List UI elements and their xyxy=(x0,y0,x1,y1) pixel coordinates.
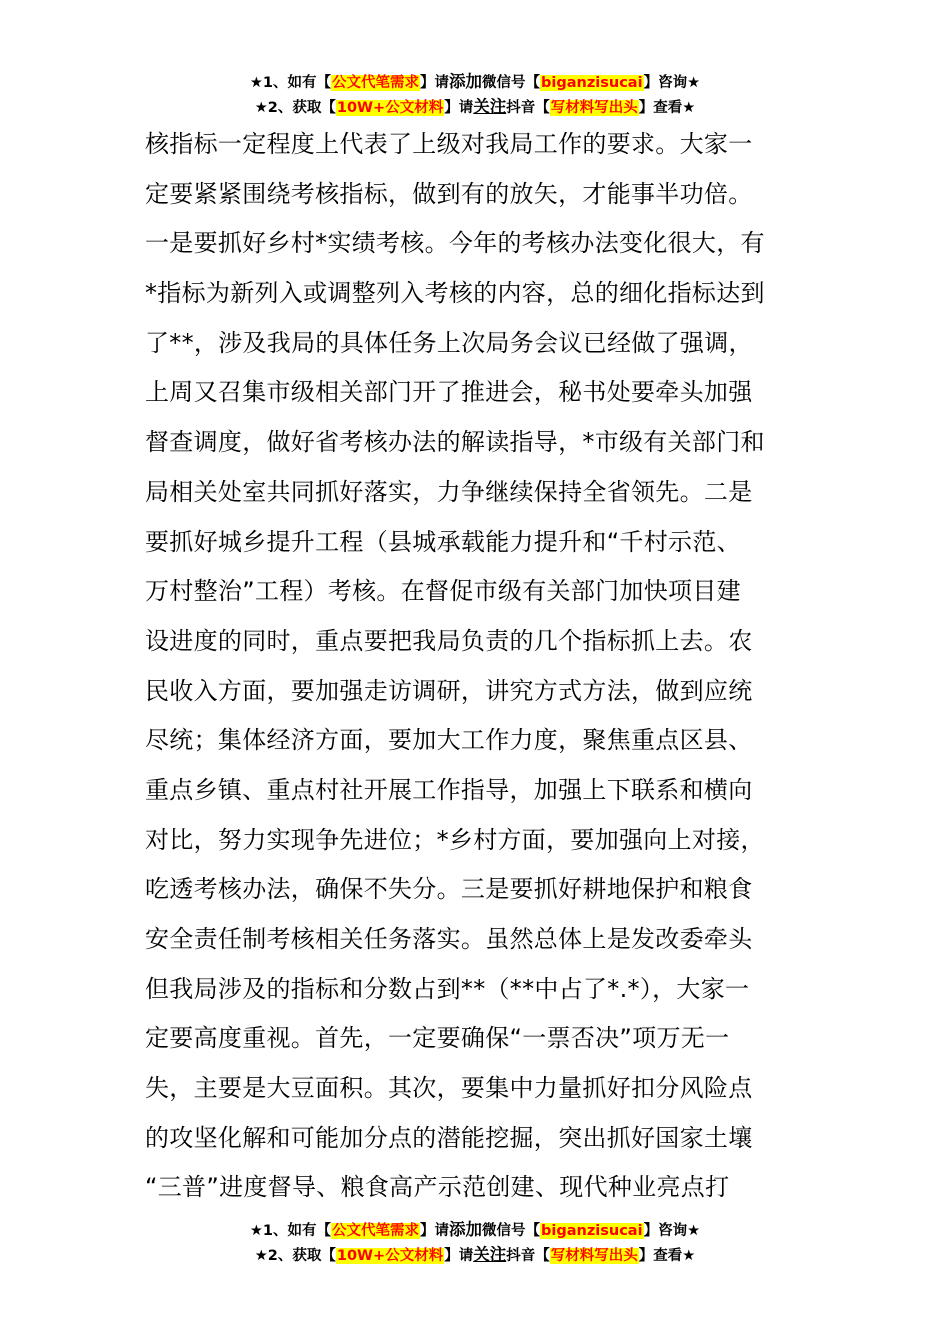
emphasis-text: 添加 xyxy=(449,1220,483,1239)
paragraph-line: 上周又召集市级相关部门开了推进会，秘书处要牵头加强 xyxy=(145,378,753,407)
banner-text: 】请 xyxy=(420,1223,450,1239)
banner-text: 抖音【 xyxy=(506,100,550,116)
emphasis-text: 关注 xyxy=(473,97,507,116)
document-body xyxy=(145,120,810,1213)
paragraph-line: 失，主要是大豆面积。其次，要集中力量抓好扣分风险点 xyxy=(145,1074,753,1103)
banner-text: ★2、获取【 xyxy=(254,100,336,116)
banner-text: 】咨询★ xyxy=(643,75,701,91)
paragraph-line: *指标为新列入或调整列入考核的内容，总的细化指标达到 xyxy=(145,279,765,308)
paragraph-line: 的攻坚化解和可能加分点的潜能挖掘，突出抓好国家土壤 xyxy=(145,1123,753,1152)
banner-text: 】查看★ xyxy=(638,1248,696,1264)
banner-line-1 xyxy=(0,70,950,95)
header-banner xyxy=(0,70,950,120)
highlight-text: 公文代笔需求 xyxy=(332,1223,420,1239)
banner-text: ★2、获取【 xyxy=(254,1248,336,1264)
paragraph-line: 局相关处室共同抓好落实，力争继续保持全省领先。二是 xyxy=(145,477,753,506)
banner-line-2 xyxy=(0,1243,950,1268)
paragraph-line: 设进度的同时，重点要把我局负责的几个指标抓上去。农 xyxy=(145,626,753,655)
emphasis-text: 关注 xyxy=(473,1245,507,1264)
banner-text: 】咨询★ xyxy=(643,1223,701,1239)
paragraph-line: 民收入方面，要加强走访调研，讲究方式方法，做到应统 xyxy=(145,676,753,705)
paragraph-line: 督查调度，做好省考核办法的解读指导，*市级有关部门和 xyxy=(145,428,765,457)
paragraph-line: 万村整治”工程）考核。在督促市级有关部门加快项目建 xyxy=(145,577,741,606)
banner-text: 微信号【 xyxy=(482,1223,541,1239)
paragraph-line: 重点乡镇、重点村社开展工作指导，加强上下联系和横向 xyxy=(145,775,753,804)
emphasis-text: 添加 xyxy=(449,72,483,91)
douyin-id: 写材料写出头 xyxy=(550,100,638,116)
banner-text: 微信号【 xyxy=(482,75,541,91)
highlight-text: 公文代笔需求 xyxy=(332,75,420,91)
wechat-id: biganzisucai xyxy=(541,75,643,91)
banner-line-2 xyxy=(0,95,950,120)
douyin-id: 写材料写出头 xyxy=(550,1248,638,1264)
paragraph-line: 定要紧紧围绕考核指标，做到有的放矢，才能事半功倍。 xyxy=(145,179,753,208)
paragraph-line: 了**，涉及我局的具体任务上次局务会议已经做了强调， xyxy=(145,328,753,357)
banner-text: ★1、如有【 xyxy=(249,75,332,91)
wechat-id: biganzisucai xyxy=(541,1223,643,1239)
paragraph-line: 对比，努力实现争先进位；*乡村方面，要加强向上对接， xyxy=(145,825,765,854)
banner-text: 】请 xyxy=(444,1248,474,1264)
banner-text: ★1、如有【 xyxy=(249,1223,332,1239)
footer-banner xyxy=(0,1218,950,1268)
paragraph-line: 要抓好城乡提升工程（县城承载能力提升和“千村示范、 xyxy=(145,527,741,556)
banner-text: 】请 xyxy=(444,100,474,116)
paragraph-line: 一是要抓好乡村*实绩考核。今年的考核办法变化很大，有 xyxy=(145,229,765,258)
banner-line-1 xyxy=(0,1218,950,1243)
banner-text: 】查看★ xyxy=(638,100,696,116)
paragraph-line: “三普”进度督导、粮食高产示范创建、现代种业亮点打 xyxy=(145,1173,730,1202)
paragraph-line: 尽统；集体经济方面，要加大工作力度，聚焦重点区县、 xyxy=(145,726,753,755)
banner-text: 】请 xyxy=(420,75,450,91)
highlight-text: 10W+公文材料 xyxy=(336,100,444,116)
paragraph-line: 但我局涉及的指标和分数占到**（**中占了*.*），大家一 xyxy=(145,974,750,1003)
paragraph-line: 定要高度重视。首先，一定要确保“一票否决”项万无一 xyxy=(145,1024,730,1053)
paragraph-line: 吃透考核办法，确保不失分。三是要抓好耕地保护和粮食 xyxy=(145,875,753,904)
paragraph-line: 核指标一定程度上代表了上级对我局工作的要求。大家一 xyxy=(145,130,753,158)
banner-text: 抖音【 xyxy=(506,1248,550,1264)
paragraph-line: 安全责任制考核相关任务落实。虽然总体上是发改委牵头 xyxy=(145,925,753,953)
highlight-text: 10W+公文材料 xyxy=(336,1248,444,1264)
